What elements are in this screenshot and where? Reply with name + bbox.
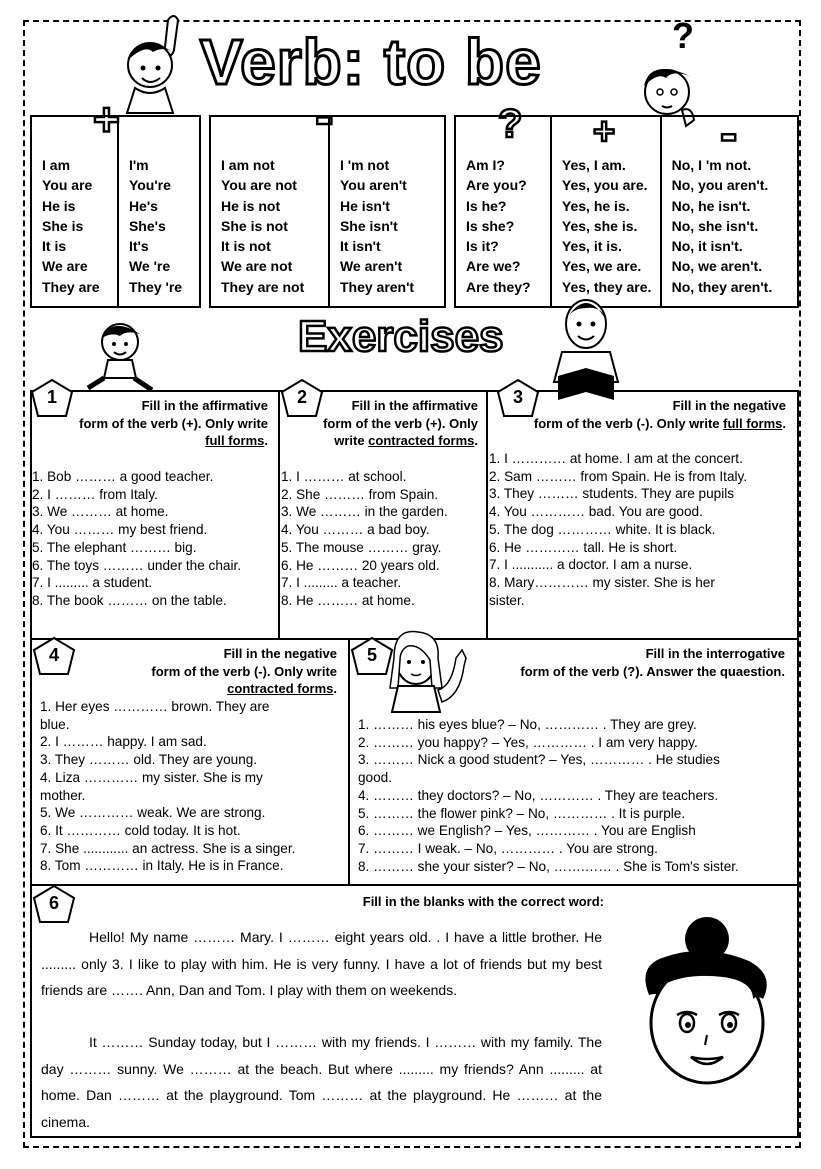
exercise-6-paragraph-1: Hello! My name ……… Mary. I ……… eight years old. . I have a little brother. He ......... only 3. I like to play with him. He is very funny. I have a lot of friends but my best friends are ……. Ann, Dan and Tom. I play with them on weekends. (41, 929, 602, 998)
exercise-4-instructions: Fill in the negative form of the verb (-). Only write contracted forms. (100, 645, 337, 698)
line-item: I'm (128, 157, 149, 173)
line-item: She's (128, 217, 166, 234)
line-item: 3. They ……… students. They are pupils (489, 486, 735, 502)
line-item: mother. (40, 787, 86, 803)
line-item: Yes, I am. (561, 157, 626, 173)
line-item: 8. ……… she your sister? – No, …….…… . She is Tom's sister. (358, 858, 739, 874)
exercise-3-lines (489, 450, 797, 609)
line-item: Yes, you are. (561, 177, 648, 194)
line-item: 6. He ………… tall. He is short. (489, 539, 678, 555)
line-item: 1. I ………… at home. I am at the concert. (489, 451, 743, 466)
exercise-5-lines (358, 716, 793, 875)
line-item: No, they aren't. (671, 278, 773, 295)
line-item: 4. You ………… bad. You are good. (489, 504, 703, 520)
line-item: I am (42, 157, 71, 173)
line-item: 2. She ……… from Spain. (281, 486, 439, 502)
exercise-1-instructions: Fill in the affirmative form of the verb (+). Only write full forms. (40, 397, 268, 450)
no-answers-column (660, 117, 797, 306)
line-item: blue. (40, 716, 70, 732)
line-item: 6. ……… we English? – Yes, ………… . You are English (358, 823, 696, 839)
line-item: 2. I ……… from Italy. (32, 486, 158, 502)
line-item: They aren't (339, 278, 415, 295)
line-item: He is (42, 197, 76, 214)
line-item: Yes, it is. (561, 238, 622, 255)
exercise-6-number: 6 (32, 884, 76, 924)
line-item: 5. The dog ………… white. It is black. (489, 521, 716, 537)
line-item: 7. I ......... a student. (32, 575, 153, 591)
instruction-line: Fill in the interrogative (645, 646, 785, 661)
line-item: 7. ……… I weak. – No, ………… . You are strong. (358, 840, 658, 856)
line-item: You're (128, 177, 171, 194)
line-item: 2. I ……… happy. I am sad. (40, 734, 207, 750)
exercise-1-number: 1 (30, 378, 74, 418)
affirmative-table (30, 115, 201, 308)
instruction-emphasis: contracted forms (227, 681, 334, 696)
plus-symbol-answers: + (593, 111, 616, 153)
line-item: No, he isn't. (671, 197, 751, 214)
line-item: 1. ……… his eyes blue? – No, ………… . They are grey. (358, 717, 697, 732)
line-item: No, she isn't. (671, 217, 759, 234)
instruction-line: Fill in the negative (672, 398, 786, 413)
line-item: She isn't (339, 217, 398, 234)
line-item: He's (128, 197, 158, 214)
exercise-2-number: 2 (280, 378, 324, 418)
line-item: Yes, they are. (561, 278, 652, 295)
questions-column (456, 117, 550, 306)
line-item: 7. I ......... a teacher. (281, 575, 402, 591)
line-item: You are not (221, 177, 297, 194)
line-item: 7. She ............ an actress. She is a singer. (40, 840, 296, 856)
minus-symbol: - (315, 84, 334, 147)
line-item: You are (42, 177, 93, 194)
line-item: 1. Her eyes ………… brown. They are (40, 699, 270, 714)
plus-symbol: + (93, 93, 120, 145)
exercise-4-number: 4 (32, 636, 76, 676)
instruction-line: Fill in the affirmative (351, 398, 478, 413)
line-item: I am not (221, 157, 275, 173)
yes-answers-column (550, 117, 660, 306)
line-item: 8. Mary………… my sister. She is her (489, 574, 715, 590)
line-item: Yes, she is. (561, 217, 638, 234)
line-item: 4. ……… they doctors? – No, ………… . They are teachers. (358, 787, 719, 803)
line-item: 6. The toys ……… under the chair. (32, 557, 242, 573)
line-item: We 're (128, 258, 171, 275)
line-item: We aren't (339, 258, 403, 275)
line-item: No, I 'm not. (671, 157, 752, 173)
exercise-5-number: 5 (350, 636, 394, 676)
line-item: 6. He ……… 20 years old. (281, 557, 440, 573)
line-item: Are they? (466, 278, 531, 295)
line-item: 2. Sam ……… from Spain. He is from Italy. (489, 468, 748, 484)
line-item: Yes, he is. (561, 197, 630, 214)
line-item: It is (42, 238, 67, 255)
svg-text:?: ? (672, 20, 694, 56)
instruction-line: Fill in the negative (223, 646, 337, 661)
question-symbol: ? (498, 102, 523, 146)
instruction-line: form of the verb (-). Only write (533, 415, 720, 431)
line-item: 5. We ………… weak. We are strong. (40, 805, 266, 821)
exercise-1-lines (32, 468, 278, 610)
instruction-line: write (334, 433, 365, 448)
line-item: He is not (221, 197, 281, 214)
line-item: You aren't (339, 177, 407, 194)
line-item: sister. (489, 592, 525, 608)
exercise-2-lines (281, 468, 486, 610)
line-item: We are (42, 258, 88, 275)
line-item: She is not (221, 217, 288, 234)
instruction-line: form of the verb (?). Answer the quaestion. (520, 663, 785, 679)
negative-short-column (328, 117, 444, 306)
line-item: Is it? (466, 238, 499, 255)
thinking-boy-illustration (632, 20, 712, 130)
line-item: 3. We ……… at home. (32, 504, 169, 520)
line-item: No, you aren't. (671, 177, 769, 194)
girl-face-illustration (625, 905, 790, 1090)
exercise-4-lines (40, 698, 346, 875)
line-item: 3. We ……… in the garden. (281, 504, 448, 520)
line-item: Yes, we are. (561, 258, 642, 275)
exercises-title: Exercises (298, 312, 504, 361)
line-item: 8. He ……… at home. (281, 592, 415, 608)
line-item: Am I? (466, 157, 505, 173)
question-table (454, 111, 799, 308)
negative-table (209, 115, 446, 308)
line-item: 4. You ……… my best friend. (32, 522, 208, 538)
line-item: Is she? (466, 217, 515, 234)
line-item: We are not (221, 258, 293, 275)
line-item: 3. ……… Nick a good student? – Yes, ………… . He studies (358, 752, 720, 768)
waving-boy-illustration (110, 10, 190, 115)
line-item: 6. It ………… cold today. It is hot. (40, 822, 241, 838)
line-item: 4. You ……… a bad boy. (281, 522, 430, 538)
line-item: Are we? (466, 258, 521, 275)
exercise-6-paragraph-2: It ……… Sunday today, but I ……… with my friends. I ……… with my family. The day ……… sunny. We ……… at the beach. But where ......... my friends? Ann ......... at home. Dan ……… at the playground. Tom ……… at the playground. He ……… at the cinema. (41, 1034, 602, 1130)
line-item: It is not (221, 238, 271, 255)
line-item: 1. I ……… at school. (281, 469, 407, 484)
instruction-line: form of the verb (-). Only write (151, 663, 337, 679)
negative-full-column (211, 117, 328, 306)
line-item: 5. ……… the flower pink? – No, ………… . It is purple. (358, 805, 686, 821)
line-item: 4. Liza ………… my sister. She is my (40, 769, 263, 785)
line-item: 5. The mouse ……… gray. (281, 539, 442, 555)
line-item: 8. Tom ………… in Italy. He is in France. (40, 858, 284, 874)
exercise-6-instructions: Fill in the blanks with the correct word: (362, 894, 604, 909)
instruction-line: Fill in the affirmative (141, 398, 268, 413)
line-item: He isn't (339, 197, 390, 214)
exercise-3-number: 3 (496, 378, 540, 418)
line-item: 7. I ........... a doctor. I am a nurse. (489, 557, 693, 573)
line-item: good. (358, 770, 393, 786)
line-item: Are you? (466, 177, 527, 194)
instruction-emphasis: full forms (205, 433, 265, 448)
line-item: I 'm not (339, 157, 390, 173)
sitting-boy-illustration (82, 318, 162, 396)
instruction-line: form of the verb (+). Only write (79, 415, 268, 431)
line-item: No, we aren't. (671, 258, 763, 275)
affirmative-full-column (32, 117, 117, 306)
exercise-2-instructions: Fill in the affirmative form of the verb (+). Only write contracted forms. (286, 397, 478, 450)
exercise-3-instructions: Fill in the negative form of the verb (-). Only write full forms. (490, 397, 786, 432)
line-item: They are (42, 278, 100, 295)
line-item: 5. The elephant ……… big. (32, 539, 197, 555)
line-item: Is he? (466, 197, 507, 214)
line-item: It's (128, 238, 149, 255)
line-item: 3. They ……… old. They are young. (40, 752, 258, 768)
instruction-line: form of the verb (+). Only (323, 415, 478, 431)
line-item: 1. Bob ……… a good teacher. (32, 469, 214, 484)
waving-girl-illustration (378, 624, 478, 716)
instruction-emphasis: contracted forms (368, 433, 475, 448)
line-item: It isn't (339, 238, 381, 255)
line-item: No, it isn't. (671, 238, 743, 255)
line-item: They are not (221, 278, 305, 295)
line-item: She is (42, 217, 84, 234)
line-item: 8. The book ……… on the table. (32, 592, 227, 608)
minus-symbol-answers: - (720, 105, 738, 163)
line-item: 2. ……… you happy? – Yes, ………… . I am very happy. (358, 734, 698, 750)
exercise-5-instructions (470, 645, 785, 680)
line-item: They 're (128, 278, 183, 295)
worksheet-title: Verb: to be (200, 26, 542, 98)
affirmative-short-column (117, 117, 199, 306)
instruction-emphasis: full forms (723, 415, 783, 431)
